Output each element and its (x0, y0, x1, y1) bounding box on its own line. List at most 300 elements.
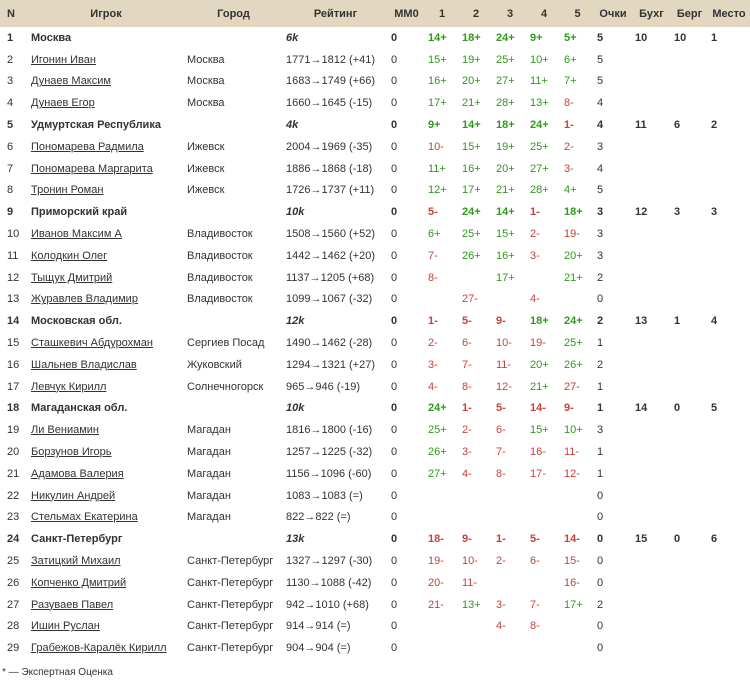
points: 0 (597, 511, 604, 524)
round-5-result: 20+ (564, 249, 583, 262)
player-name-cell (28, 572, 184, 594)
place (708, 572, 750, 594)
round-2-result: 26+ (462, 249, 481, 262)
player-link[interactable]: Адамова Валерия (31, 467, 124, 480)
player-row (0, 71, 750, 93)
round-1-result: 10- (428, 140, 444, 153)
buchholz: 11 (635, 119, 647, 132)
berger (671, 71, 708, 93)
player-link[interactable]: Пономарева Маргарита (31, 162, 153, 175)
round-4-result: 27+ (530, 162, 549, 175)
col-round-3-header[interactable]: 3 (493, 0, 527, 27)
rating: 1490→1462 (-28) (286, 337, 373, 350)
round-5-result: 10+ (564, 424, 583, 437)
rating: 2004→1969 (-35) (286, 140, 373, 153)
player-row (0, 507, 750, 529)
team-row (0, 310, 750, 332)
round-2-result: 13+ (462, 598, 481, 611)
player-row (0, 180, 750, 202)
place (708, 354, 750, 376)
city (184, 310, 283, 332)
place: 4 (711, 315, 718, 328)
col-berger-header[interactable]: Берг (671, 0, 708, 27)
round-3-result: 2- (496, 555, 506, 568)
round-3-result (493, 572, 527, 594)
player-link[interactable]: Борзунов Игорь (31, 446, 112, 459)
points: 0 (597, 555, 604, 568)
buchholz (632, 594, 671, 616)
buchholz (632, 441, 671, 463)
round-4-result: 1- (530, 206, 540, 219)
mm0: 0 (391, 533, 398, 546)
player-name-cell (28, 419, 184, 441)
round-5-result (561, 616, 594, 638)
col-n-header[interactable]: N (0, 0, 28, 27)
city: Ижевск (187, 140, 225, 153)
berger (671, 332, 708, 354)
mm0: 0 (391, 271, 398, 284)
round-4-result: 25+ (530, 140, 549, 153)
player-row (0, 637, 750, 659)
buchholz: 10 (635, 31, 648, 44)
player-link[interactable]: Грабежов-Каралёк Кирилл (31, 642, 167, 655)
round-3-result (493, 289, 527, 311)
rating: 1660→1645 (-15) (286, 97, 373, 110)
row-number: 11 (7, 249, 19, 262)
points: 0 (597, 576, 604, 589)
row-number: 1 (7, 31, 14, 44)
col-round-4-header[interactable]: 4 (527, 0, 561, 27)
mm0: 0 (391, 489, 398, 502)
round-4-result: 15+ (530, 424, 549, 437)
player-link[interactable]: Шальнев Владислав (31, 358, 137, 371)
row-number: 28 (7, 620, 20, 633)
berger: 1 (674, 315, 681, 328)
rating: 6k (286, 31, 299, 44)
points: 4 (597, 119, 604, 132)
round-2-result: 18+ (462, 31, 481, 44)
city: Солнечногорск (187, 380, 264, 393)
round-2-result (459, 485, 493, 507)
player-link[interactable]: Дунаев Егор (31, 97, 95, 110)
col-rating-header[interactable]: Рейтинг (283, 0, 388, 27)
city (184, 114, 283, 136)
round-4-result: 11+ (530, 75, 548, 88)
round-3-result: 10- (496, 337, 512, 350)
col-player-header[interactable]: Игрок (28, 0, 184, 27)
col-points-header[interactable]: Очки (594, 0, 632, 27)
points: 3 (597, 249, 604, 262)
round-2-result: 4- (462, 467, 472, 480)
player-row (0, 463, 750, 485)
player-name-cell (28, 180, 184, 202)
round-5-result: 5+ (564, 31, 577, 44)
round-2-result: 19+ (462, 53, 481, 66)
row-number: 18 (7, 402, 20, 415)
row-number: 22 (7, 489, 20, 502)
team-name: Магаданская обл. (31, 402, 128, 415)
player-row (0, 267, 750, 289)
berger (671, 180, 708, 202)
round-5-result: 4+ (564, 184, 577, 197)
points: 2 (597, 598, 604, 611)
round-5-result: 15- (564, 555, 580, 568)
round-2-result: 20+ (462, 75, 481, 88)
mm0: 0 (391, 184, 398, 197)
buchholz (632, 136, 671, 158)
player-row (0, 158, 750, 180)
place: 3 (711, 206, 718, 219)
round-2-result: 15+ (462, 140, 481, 153)
team-row (0, 114, 750, 136)
round-3-result (493, 507, 527, 529)
player-row (0, 332, 750, 354)
berger (671, 616, 708, 638)
player-link[interactable]: Стельмах Екатерина (31, 511, 138, 524)
player-link[interactable]: Копченко Дмитрий (31, 576, 127, 589)
mm0: 0 (391, 467, 398, 480)
round-1-result: 26+ (428, 446, 447, 459)
row-number: 26 (7, 576, 20, 589)
round-5-result: 26+ (564, 358, 583, 371)
player-name-cell (28, 594, 184, 616)
points: 4 (597, 97, 604, 110)
place (708, 289, 750, 311)
round-1-result: 2- (428, 337, 438, 350)
round-2-result: 6- (462, 337, 472, 350)
rating: 1886→1868 (-18) (286, 162, 373, 175)
place: 1 (711, 31, 718, 44)
round-5-result: 3- (564, 162, 574, 175)
berger (671, 485, 708, 507)
round-1-result (425, 485, 459, 507)
buchholz: 12 (635, 206, 648, 219)
player-link[interactable]: Тронин Роман (31, 184, 104, 197)
round-4-result (527, 572, 561, 594)
city: Магадан (187, 424, 231, 437)
row-number: 6 (7, 140, 14, 153)
mm0: 0 (391, 446, 398, 459)
col-round-5-header[interactable]: 5 (561, 0, 594, 27)
round-1-result: 25+ (428, 424, 447, 437)
rating: 1683→1749 (+66) (286, 75, 375, 88)
berger (671, 441, 708, 463)
mm0: 0 (391, 75, 398, 88)
col-round-1-header[interactable]: 1 (425, 0, 459, 27)
city: Магадан (187, 489, 231, 502)
rating: 10k (286, 402, 305, 415)
round-1-result: 24+ (428, 402, 447, 415)
round-1-result: 16+ (428, 75, 447, 88)
round-3-result: 27+ (496, 75, 515, 88)
rating: 904→904 (=) (286, 642, 351, 655)
round-2-result: 24+ (462, 206, 481, 219)
player-name-cell (28, 354, 184, 376)
round-3-result: 5- (496, 402, 506, 415)
round-3-result: 19+ (496, 140, 515, 153)
city (184, 398, 283, 420)
round-1-result: 5- (428, 206, 438, 219)
player-name-cell (28, 158, 184, 180)
col-city-header[interactable]: Город (184, 0, 283, 27)
place (708, 267, 750, 289)
player-link[interactable]: Пономарева Радмила (31, 140, 144, 153)
round-2-result: 21+ (462, 97, 481, 110)
player-name-cell (28, 223, 184, 245)
berger (671, 572, 708, 594)
player-link[interactable]: Игонин Иван (31, 53, 96, 66)
rating: 1726→1737 (+11) (286, 184, 375, 197)
round-4-result: 19- (530, 337, 546, 350)
row-number: 13 (7, 293, 20, 306)
player-link[interactable]: Сташкевич Абдурохман (31, 337, 153, 350)
player-link[interactable]: Дунаев Максим (31, 75, 111, 88)
round-2-result: 8- (462, 380, 472, 393)
buchholz: 14 (635, 402, 648, 415)
round-2-result: 2- (462, 424, 472, 437)
round-1-result: 9+ (428, 119, 441, 132)
round-3-result: 4- (496, 620, 506, 633)
place (708, 637, 750, 659)
city: Москва (187, 97, 225, 110)
mm0: 0 (391, 228, 398, 241)
player-row (0, 572, 750, 594)
place (708, 463, 750, 485)
player-row (0, 441, 750, 463)
round-2-result: 10- (462, 555, 478, 568)
mm0: 0 (391, 424, 398, 437)
place (708, 485, 750, 507)
player-name-cell (28, 289, 184, 311)
player-link[interactable]: Колодкин Олег (31, 249, 108, 262)
points: 4 (597, 162, 604, 175)
berger (671, 550, 708, 572)
round-2-result: 11- (462, 576, 478, 589)
place (708, 49, 750, 71)
place: 2 (711, 119, 718, 132)
player-row (0, 550, 750, 572)
buchholz (632, 49, 671, 71)
standings-body (0, 27, 750, 659)
round-4-result: 5- (530, 533, 540, 546)
city (184, 27, 283, 49)
team-name: Москва (31, 31, 72, 44)
player-row (0, 419, 750, 441)
place (708, 158, 750, 180)
round-4-result: 10+ (530, 53, 549, 66)
round-4-result (527, 267, 561, 289)
round-2-result: 17+ (462, 184, 481, 197)
city: Сергиев Посад (187, 337, 265, 350)
buchholz: 15 (635, 533, 648, 546)
city: Санкт-Петербург (187, 555, 274, 568)
buchholz (632, 223, 671, 245)
city: Магадан (187, 446, 231, 459)
player-link[interactable]: Левчук Кирилл (31, 380, 107, 393)
round-3-result: 17+ (496, 271, 515, 284)
city: Санкт-Петербург (187, 576, 274, 589)
berger (671, 223, 708, 245)
round-4-result: 6- (530, 555, 540, 568)
buchholz (632, 354, 671, 376)
round-1-result: 17+ (428, 97, 447, 110)
place (708, 441, 750, 463)
mm0: 0 (391, 511, 398, 524)
round-1-result: 4- (428, 380, 438, 393)
player-row (0, 245, 750, 267)
berger (671, 637, 708, 659)
round-4-result (527, 485, 561, 507)
col-place-header[interactable]: Место (708, 0, 750, 27)
round-5-result: 18+ (564, 206, 583, 219)
mm0: 0 (391, 31, 398, 44)
city: Владивосток (187, 271, 253, 284)
player-link[interactable]: Ишин Руслан (31, 620, 100, 633)
buchholz (632, 332, 671, 354)
player-link[interactable]: Тыщук Дмитрий (31, 271, 113, 284)
row-number: 21 (7, 467, 20, 480)
player-link[interactable]: Журавлев Владимир (31, 293, 138, 306)
place (708, 332, 750, 354)
row-number: 19 (7, 424, 20, 437)
row-number: 14 (7, 315, 20, 328)
buchholz (632, 485, 671, 507)
round-1-result: 11+ (428, 162, 446, 175)
berger (671, 49, 708, 71)
buchholz (632, 550, 671, 572)
player-link[interactable]: Разуваев Павел (31, 598, 114, 611)
round-5-result: 25+ (564, 337, 583, 350)
player-row (0, 594, 750, 616)
round-3-result: 24+ (496, 31, 515, 44)
round-1-result: 27+ (428, 467, 447, 480)
round-2-result: 7- (462, 358, 472, 371)
city: Санкт-Петербург (187, 598, 274, 611)
round-3-result (493, 485, 527, 507)
round-5-result (561, 637, 594, 659)
round-5-result: 8- (564, 97, 574, 110)
buchholz (632, 637, 671, 659)
row-number: 27 (7, 598, 20, 611)
player-link[interactable]: Ли Вениамин (31, 424, 99, 437)
row-number: 4 (7, 97, 14, 110)
rating: 914→914 (=) (286, 620, 351, 633)
round-4-result: 14- (530, 402, 546, 415)
team-name: Приморский край (31, 206, 128, 219)
round-1-result: 7- (428, 249, 438, 262)
round-4-result: 17- (530, 467, 546, 480)
round-1-result (425, 507, 459, 529)
mm0: 0 (391, 249, 398, 262)
buchholz (632, 245, 671, 267)
points: 1 (597, 446, 604, 459)
round-4-result: 7- (530, 598, 540, 611)
city: Москва (187, 75, 225, 88)
player-row (0, 485, 750, 507)
player-link[interactable]: Затицкий Михаил (31, 555, 121, 568)
round-1-result (425, 616, 459, 638)
city: Магадан (187, 467, 231, 480)
player-link[interactable]: Никулин Андрей (31, 489, 116, 502)
rating: 1442→1462 (+20) (286, 249, 375, 262)
round-4-result: 3- (530, 249, 540, 262)
row-number: 17 (7, 380, 20, 393)
berger: 3 (674, 206, 681, 219)
mm0: 0 (391, 337, 398, 350)
round-2-result (459, 637, 493, 659)
round-2-result: 25+ (462, 228, 481, 241)
round-5-result: 17+ (564, 598, 583, 611)
buchholz (632, 180, 671, 202)
mm0: 0 (391, 140, 398, 153)
round-5-result: 1- (564, 119, 574, 132)
round-1-result: 21- (428, 598, 444, 611)
round-2-result: 16+ (462, 162, 481, 175)
player-name-cell (28, 71, 184, 93)
row-number: 25 (7, 555, 20, 568)
player-name-cell (28, 376, 184, 398)
points: 3 (597, 206, 604, 219)
berger (671, 594, 708, 616)
player-link[interactable]: Иванов Максим А (31, 228, 122, 241)
mm0: 0 (391, 206, 398, 219)
round-4-result: 16- (530, 446, 546, 459)
row-number: 24 (7, 533, 20, 546)
berger (671, 136, 708, 158)
round-4-result: 20+ (530, 358, 549, 371)
row-number: 7 (7, 162, 14, 175)
player-name-cell (28, 245, 184, 267)
player-row (0, 354, 750, 376)
round-4-result (527, 637, 561, 659)
row-number: 16 (7, 358, 20, 371)
player-row (0, 49, 750, 71)
round-4-result: 18+ (530, 315, 549, 328)
berger (671, 463, 708, 485)
place (708, 616, 750, 638)
round-4-result: 21+ (530, 380, 549, 393)
buchholz (632, 158, 671, 180)
mm0: 0 (391, 576, 398, 589)
points: 2 (597, 358, 604, 371)
round-3-result: 3- (496, 598, 506, 611)
round-3-result: 12- (496, 380, 512, 393)
points: 1 (597, 337, 604, 350)
rating: 12k (286, 315, 305, 328)
points: 5 (597, 53, 604, 66)
col-mm0-header[interactable]: ММ0 (388, 0, 425, 27)
buchholz (632, 419, 671, 441)
buchholz (632, 507, 671, 529)
mm0: 0 (391, 358, 398, 371)
points: 5 (597, 75, 604, 88)
round-3-result (493, 637, 527, 659)
round-3-result: 6- (496, 424, 506, 437)
berger (671, 376, 708, 398)
city: Владивосток (187, 228, 253, 241)
col-buchholz-header[interactable]: Бухг (632, 0, 671, 27)
row-number: 29 (7, 642, 20, 655)
col-round-2-header[interactable]: 2 (459, 0, 493, 27)
buchholz (632, 289, 671, 311)
city: Ижевск (187, 184, 225, 197)
place (708, 180, 750, 202)
buchholz (632, 463, 671, 485)
buchholz (632, 376, 671, 398)
round-1-result: 1- (428, 315, 438, 328)
round-5-result (561, 289, 594, 311)
round-1-result (425, 637, 459, 659)
